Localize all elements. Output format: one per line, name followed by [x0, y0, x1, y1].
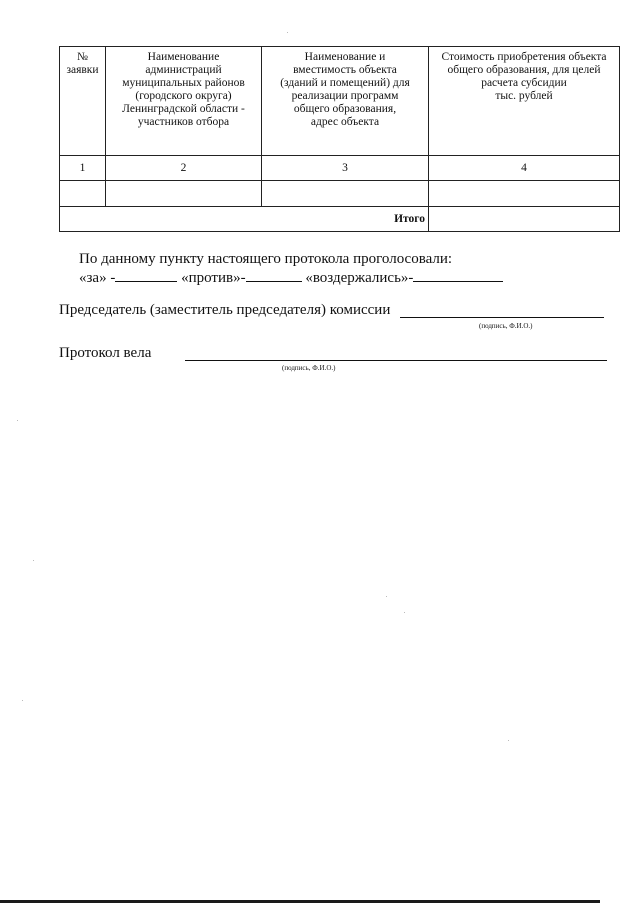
column-number: 1	[60, 156, 106, 181]
header-line: муниципальных районов	[122, 77, 245, 89]
applications-table	[59, 46, 620, 232]
header-application-number	[60, 47, 106, 156]
vote-intro: По данному пункту настоящего протокола проголосовали:	[79, 251, 453, 267]
header-line: участников отбора	[137, 116, 230, 128]
header-object-name	[262, 47, 429, 156]
vote-against-blank	[246, 268, 302, 282]
vote-abstain-label: «воздержались»-	[305, 270, 414, 286]
header-line: расчета субсидии	[481, 77, 567, 89]
header-administration-name	[106, 47, 262, 156]
scan-speck	[33, 560, 34, 561]
column-number: 3	[262, 156, 429, 181]
scan-edge-bar	[0, 900, 600, 903]
table-row	[60, 181, 620, 207]
header-line: вместимость объекта	[293, 64, 397, 76]
header-line: №	[77, 51, 88, 63]
vote-counts-line	[79, 268, 503, 287]
chair-label: Председатель (заместитель председателя) комиссии	[59, 302, 391, 318]
table-cell	[60, 181, 106, 207]
scan-speck	[386, 596, 387, 597]
header-line: общего образования,	[293, 103, 397, 115]
scan-speck	[508, 740, 509, 741]
header-line: Наименование	[147, 51, 220, 63]
header-line: (городского округа)	[135, 90, 232, 102]
column-number-row	[60, 156, 620, 181]
secretary-signature-line	[185, 360, 607, 361]
scan-speck	[404, 612, 405, 613]
header-line: Наименование и	[304, 51, 386, 63]
header-line: Ленинградской области -	[122, 103, 245, 115]
vote-against-label: «против»-	[181, 270, 246, 286]
total-label: Итого	[60, 207, 429, 232]
header-line: администраций	[145, 64, 222, 76]
vote-for-label: «за» -	[79, 270, 116, 286]
total-row	[60, 207, 620, 232]
chair-signature-line	[400, 317, 604, 318]
chair-signature-caption: (подпись, Ф.И.О.)	[479, 322, 533, 330]
table-cell	[106, 181, 262, 207]
column-number: 4	[429, 156, 620, 181]
table-cell	[262, 181, 429, 207]
total-value-cell	[429, 207, 620, 232]
header-line: (зданий и помещений) для	[280, 77, 410, 89]
secretary-signature-caption: (подпись, Ф.И.О.)	[282, 364, 336, 372]
table-header-row	[60, 47, 620, 156]
header-line: общего образования, для целей	[447, 64, 601, 76]
column-number: 2	[106, 156, 262, 181]
scan-speck	[17, 420, 18, 421]
header-line: заявки	[66, 64, 99, 76]
scan-speck	[22, 700, 23, 701]
vote-abstain-blank	[413, 268, 503, 282]
table-cell	[429, 181, 620, 207]
scan-speck	[287, 32, 288, 33]
secretary-label: Протокол вела	[59, 345, 152, 361]
header-line: адрес объекта	[310, 116, 380, 128]
header-acquisition-cost	[429, 47, 620, 156]
header-line: реализации программ	[291, 90, 399, 102]
header-line: Стоимость приобретения объекта	[441, 51, 607, 63]
header-line: тыс. рублей	[495, 90, 553, 102]
vote-for-blank	[115, 268, 177, 282]
